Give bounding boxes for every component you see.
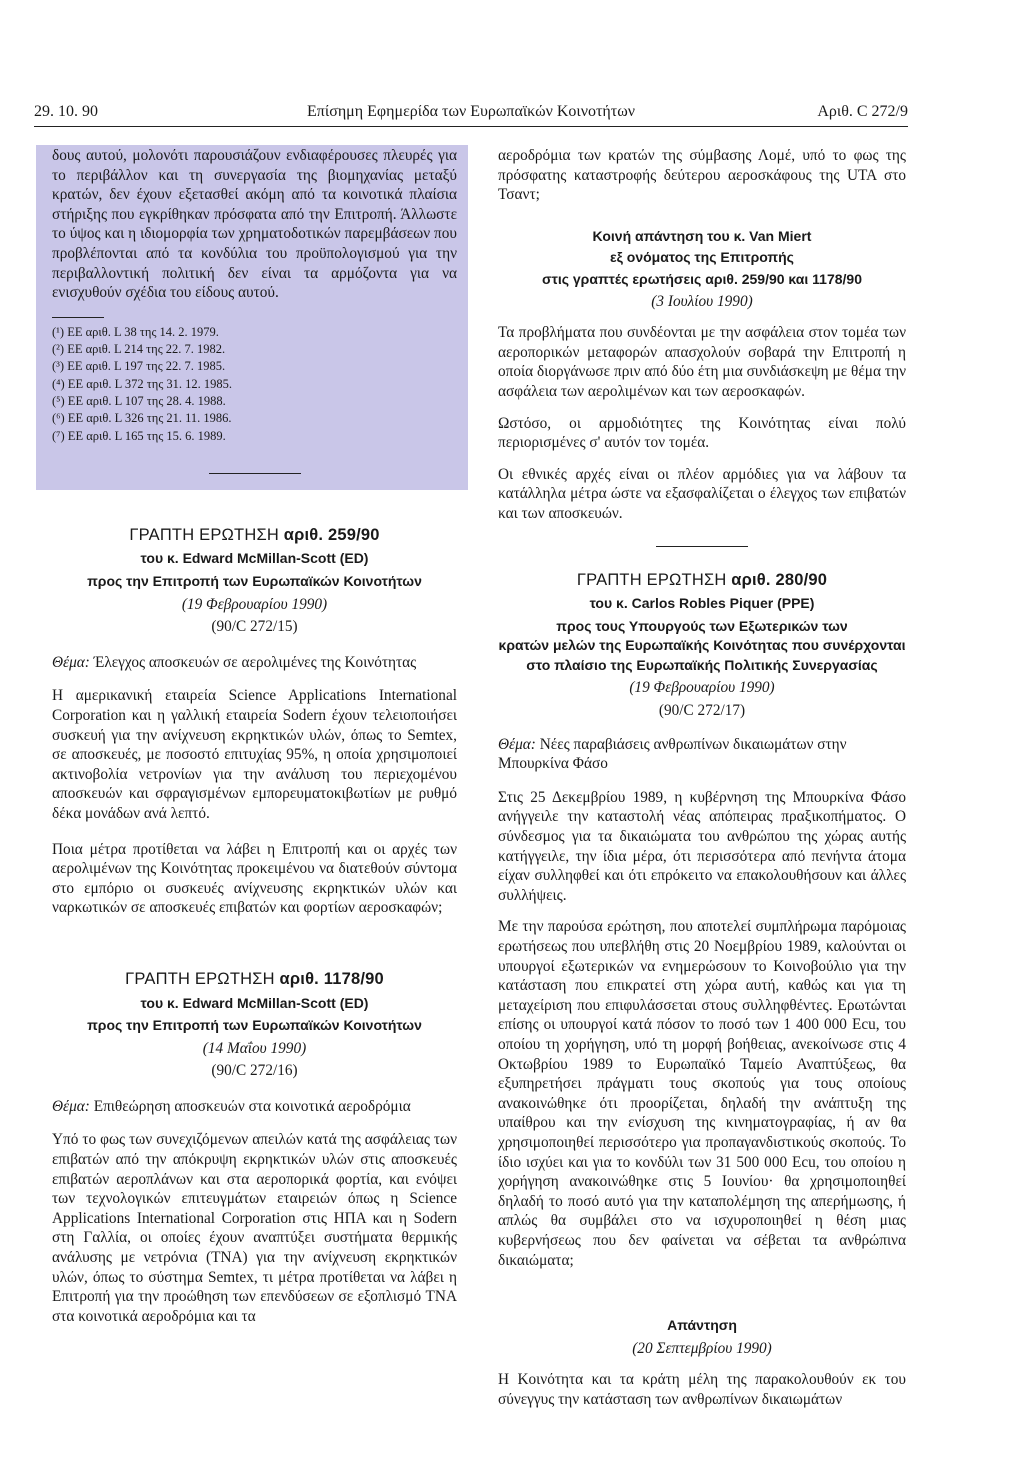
question-280-body: Με την παρούσα ερώτηση, που αποτελεί συμπλήρωμα παρόμοιας ερωτήσεως που υπεβλήθη στις 20 Νοεμβρίου 1989, καλούνται οι υπουργοί εξωτερικών να ενημερώσουν το Κοινοβούλιο για την κατάσταση που επικρατεί στη χώρα αυτή, καθώς και για τη μεταχείριση που επιφυλάσσεται στους συλληφθέντες. Ερωτώνται επίσης οι υπουργοί κατά πόσον το ποσό των 1 400 000 Ecu, του οποίου τη χορήγηση, υπό τη μορφή βοήθειας, ανεκοίνωσε στις 4 Οκτωβρίου 1989 το Ευρωπαϊκό Ταμείο Αναπτύξεως, θα εξυπηρετήσει πράγματι τους σκοπούς για τους οποίους ανακοινώθηκε ότι προορίζεται, δηλαδή την ανάπτυξη της υπαίθρου και την ενίσχυση της κινηματογραφίας, ή αν θα χρησιμοποιηθεί περισσότερο για προπαγανδιστικούς σκοπούς. Το ίδιο ισχύει και για το κονδύλι των 31 500 000 Ecu, του οποίου η χορήγηση ανακοινώθηκε στις 5 Ιουνίου· θα χρησιμοποιηθεί δηλαδή το ποσό αυτό για την καταπολέμηση της απερήμωσης, ή απλώς θα συμβάλει στο να ισχυροποιηθεί η θέση μιας κυβερνήσεως που δεν φαίνεται να σέβεται τα ανθρώπινα δικαιώματα; <box>498 918 906 1269</box>
header-rule <box>34 126 908 127</box>
section-separator <box>656 546 748 547</box>
question-259-author: του κ. Edward McMillan-Scott (ED) <box>140 550 369 567</box>
question-1178-body: Υπό το φως των συνεχιζόμενων απειλών κατά της ασφάλειας των επιβατών από την απόκρυψη εκρηκτικών υλών στις αποσκευές επιβατών αεροπλάνων και στα αεροπορικά φορτία, και ενόψει των τεχνολογικών επιτευγμάτων εταιρειών όπως η Science Applications International Corporation στις ΗΠΑ και η Sodern στη Γαλλία, οι οποίες έχουν αναπτύξει συστήματα θερμικής ανάλυσης με νετρόνια (TNA) για την ανίχνευση εκρηκτικών υλών, όπως το σύστημα Semtex, τι μέτρα προτίθεται να λάβει η Επιτροπή για την προώθηση των επενδύσεων σε εξοπλισμό TNA στα κοινοτικά αεροδρόμια και τα <box>52 1131 457 1325</box>
subject-label: Θέμα: <box>52 653 90 671</box>
page-header <box>34 100 908 124</box>
heading-prefix: ΓΡΑΠΤΗ ΕΡΩΤΗΣΗ <box>129 525 279 544</box>
subject-label: Θέμα: <box>498 735 536 753</box>
question-1178-recipient: προς την Επιτροπή των Ευρωπαϊκών Κοινοτήτων <box>87 1017 422 1034</box>
question-259-subject <box>52 653 457 673</box>
intro-paragraph: δους αυτού, μολονότι παρουσιάζουν ενδιαφέρουσες πλευρές για το περιβάλλον και τη συνεργασία της βιομηχανίας μεταξύ κρατών, δεν έχουν εξετασθεί ακόμη από τα κοινοτικά πλαίσια στήριξης που εγκρίθηκαν πρόσφατα από την Επιτροπή. Άλλωστε το ύψος και η ιδιομορφία των χρηματοδοτικών παρεμβάσεων που προβλέπονται από τα κονδύλια του προϋπολογισμού για την περιβαλλοντική πολιτική δεν είναι τα αρμόζοντα για να ενισχυθούν σχέδια του είδους αυτού. <box>52 147 457 302</box>
question-1178-author: του κ. Edward McMillan-Scott (ED) <box>140 994 369 1011</box>
question-259-ref: (90/C 272/15) <box>211 618 298 636</box>
joint-answer-line2: εξ ονόματος της Επιτροπής <box>610 249 794 266</box>
footnote: (¹) ΕΕ αριθ. L 38 της 14. 2. 1979. <box>52 324 219 339</box>
joint-answer-line3: στις γραπτές ερωτήσεις αριθ. 259/90 και 1178/90 <box>542 270 862 287</box>
joint-answer-body: Ωστόσο, οι αρμοδιότητες της Κοινότητας είναι πολύ περιορισμένες σ' αυτόν τον τομέα. <box>498 414 906 452</box>
subject-text: Νέες παραβιάσεις ανθρωπίνων δικαιωμάτων στην Μπουρκίνα Φάσο <box>498 735 847 773</box>
joint-answer-date: (3 Ιουλίου 1990) <box>651 292 753 310</box>
answer-body: Η Κοινότητα και τα κράτη μέλη της παρακολουθούν εκ του σύνεγγυς την κατάσταση των ανθρωπίνων δικαιωμάτων <box>498 1371 906 1408</box>
footnote: (³) ΕΕ αριθ. L 197 της 22. 7. 1985. <box>52 359 226 374</box>
question-259-heading <box>52 526 457 546</box>
question-280-date: (19 Φεβρουαρίου 1990) <box>629 679 775 697</box>
joint-answer-line1: Κοινή απάντηση του κ. Van Miert <box>592 227 812 244</box>
section-separator <box>209 473 301 474</box>
question-280-author: του κ. Carlos Robles Piquer (PPE) <box>589 595 815 612</box>
continued-paragraph: αεροδρόμια των κρατών της σύμβασης Λομέ, υπό το φως της πρόσφατης καταστροφής δεύτερου αεροσκάφους της UTA στο Τσαντ; <box>498 147 906 204</box>
footnote: (⁷) ΕΕ αριθ. L 165 της 15. 6. 1989. <box>52 428 226 443</box>
heading-number: αριθ. 280/90 <box>731 570 828 589</box>
question-280-recipient: κρατών μελών της Ευρωπαϊκής Κοινότητας που συνέρχονται <box>498 637 906 654</box>
question-1178-date: (14 Μαΐου 1990) <box>202 1039 307 1057</box>
footnote: (²) ΕΕ αριθ. L 214 της 22. 7. 1982. <box>52 342 226 357</box>
heading-prefix: ΓΡΑΠΤΗ ΕΡΩΤΗΣΗ <box>576 570 727 589</box>
footnote-separator <box>52 317 104 318</box>
heading-prefix: ΓΡΑΠΤΗ ΕΡΩΤΗΣΗ <box>125 969 275 988</box>
question-259-body: Η αμερικανική εταιρεία Science Applications International Corporation και η γαλλική εταιρεία Sodern έχουν τελειοποιήσει συσκευή για την ανίχνευση εκρηκτικών υλών, όπως το Semtex, σε αποσκευές, με ποσοστό επιτυχίας 95%, η οποία χρησιμοποιεί ακτινοβολία νετρονίων για την ανάλυση του περιεχομένου αποσκευών και σφραγισμένων εμπορευματοκιβωτίων με ρυθμό δέκα μονάδων ανά λεπτό. <box>52 687 457 822</box>
subject-text: Επιθεώρηση αποσκευών στα κοινοτικά αεροδρόμια <box>93 1097 411 1115</box>
footnote: (⁴) ΕΕ αριθ. L 372 της 31. 12. 1985. <box>52 376 233 391</box>
joint-answer-body: Οι εθνικές αρχές είναι οι πλέον αρμόδιες για να λάβουν τα κατάλληλα μέτρα ώστε να εξασφαλίζεται ο έλεγχος των επιβατών και των αποσκευών. <box>498 465 906 522</box>
question-1178-subject <box>52 1097 457 1117</box>
question-280-ref: (90/C 272/17) <box>658 702 746 720</box>
answer-date: (20 Σεπτεμβρίου 1990) <box>632 1339 772 1357</box>
answer-title: Απάντηση <box>667 1317 737 1334</box>
header-date: 29. 10. 90 <box>34 103 98 120</box>
question-259-recipient: προς την Επιτροπή των Ευρωπαϊκών Κοινοτήτων <box>87 573 422 590</box>
joint-answer-body: Τα προβλήματα που συνδέονται με την ασφάλεια στον τομέα των αεροπορικών μεταφορών απασχολούν σοβαρά την Επιτροπή η οποία διοργάνωσε πριν από δύο έτη μια συνδιάσκεψη με θέμα την ασφάλεια των αερολιμένων και των αεροσκαφών. <box>498 324 906 400</box>
left-column <box>52 146 457 1326</box>
question-259-body: Ποια μέτρα προτίθεται να λάβει η Επιτροπή και οι αρχές των αερολιμένων της Κοινότητας προκειμένου να διατεθούν σύντομα στο εμπόριο οι συσκευές ανίχνευσης εκρηκτικών υλών και ναρκωτικών σε αποσκευές επιβατών και φορτίων αεροσκαφών; <box>52 840 457 917</box>
question-259-date: (19 Φεβρουαρίου 1990) <box>181 595 328 613</box>
question-1178-heading <box>52 970 457 990</box>
subject-text: Έλεγχος αποσκευών σε αερολιμένες της Κοινότητας <box>93 653 417 671</box>
header-title: Επίσημη Εφημερίδα των Ευρωπαϊκών Κοινοτήτων <box>307 103 635 120</box>
question-280-recipient: στο πλαίσιο της Ευρωπαϊκής Πολιτικής Συνεργασίας <box>526 656 878 673</box>
right-column <box>498 146 906 1409</box>
footnote: (⁶) ΕΕ αριθ. L 326 της 21. 11. 1986. <box>52 411 232 426</box>
question-1178-ref: (90/C 272/16) <box>211 1062 298 1080</box>
header-issue: Αριθ. C 272/9 <box>817 103 908 120</box>
question-280-body: Στις 25 Δεκεμβρίου 1989, η κυβέρνηση της Μπουρκίνα Φάσο ανήγγειλε την καταστολή νέας απόπειρας πραξικοπήματος. Ο σύνδεσμος για τα δικαιώματα του ανθρώπου της χώρας αυτής κατήγγειλε, την ίδια μέρα, ότι περισσότερα από πενήντα άτομα είχαν συλληφθεί και ότι επρόκειτο να επακολουθήσουν και άλλες συλλήψεις. <box>498 788 906 904</box>
question-280-recipient: προς τους Υπουργούς των Εξωτερικών των <box>556 617 848 634</box>
question-280-heading <box>498 571 906 591</box>
heading-number: αριθ. 259/90 <box>283 525 380 544</box>
heading-number: αριθ. 1178/90 <box>279 969 384 988</box>
subject-label: Θέμα: <box>52 1097 90 1115</box>
question-280-subject <box>498 735 906 774</box>
footnote: (⁵) ΕΕ αριθ. L 107 της 28. 4. 1988. <box>52 393 226 408</box>
